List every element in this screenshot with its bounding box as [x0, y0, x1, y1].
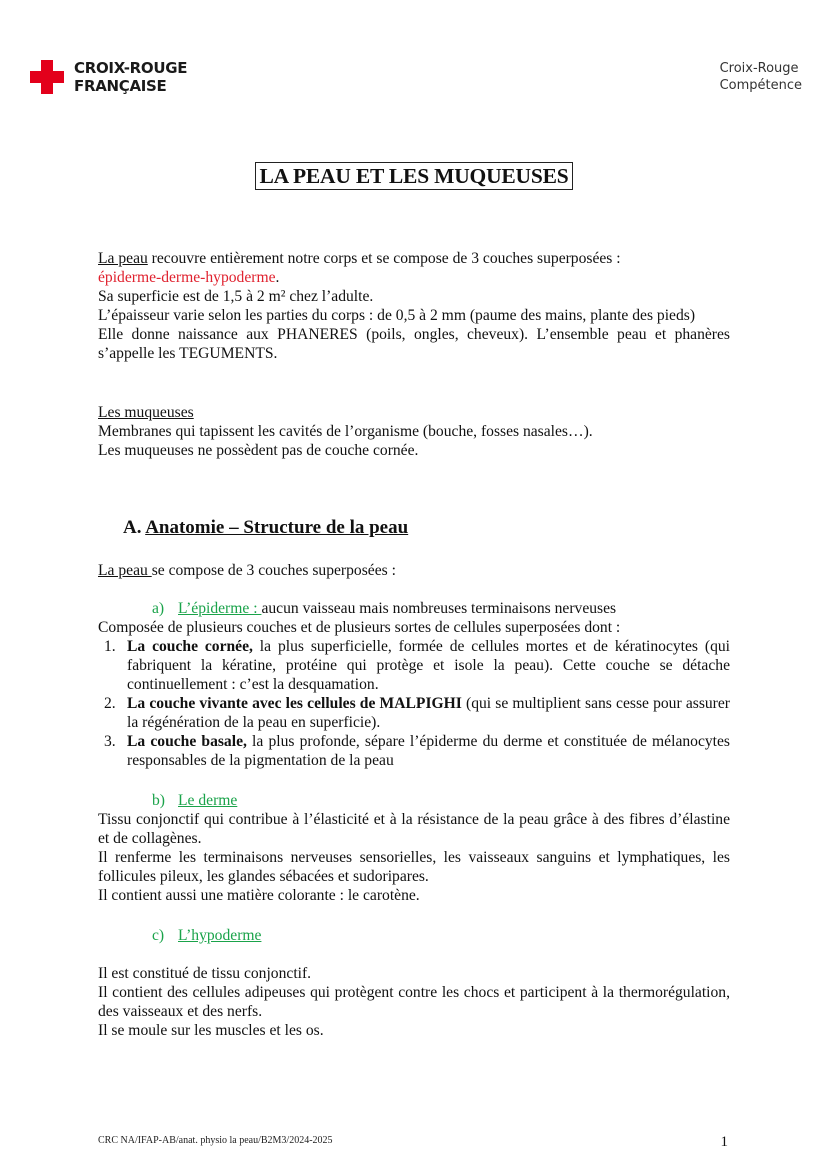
- epiderme-layer-list: [98, 637, 730, 770]
- epiderme-heading: [98, 599, 730, 618]
- page-number: 1: [720, 1134, 728, 1150]
- muqueuses-line-1: Membranes qui tapissent les cavités de l’organisme (bouche, fosses nasales…).: [98, 423, 593, 440]
- section-a-lead: [98, 561, 730, 580]
- list-item-text: (qui se multiplient sans cesse pour assurer la régénération de la peau en superficie).: [127, 695, 730, 731]
- page-title: LA PEAU ET LES MUQUEUSES: [255, 162, 572, 190]
- section-a-title: Anatomie – Structure de la peau: [145, 517, 409, 538]
- derme-p2: Il renferme les terminaisons nerveuses sensorielles, les vaisseaux sanguins et lymphatiques, les follicules pileux, les glandes sébacées et sudoripares.: [98, 849, 730, 885]
- derme-letter: b): [152, 792, 165, 809]
- epiderme-section: [98, 599, 730, 770]
- epiderme-intro: Composée de plusieurs couches et de plusieurs sortes de cellules superposées dont :: [98, 619, 621, 636]
- intro-section: [98, 249, 730, 363]
- hypoderme-section: [98, 926, 730, 1040]
- intro-layers: épiderme-derme-hypoderme: [98, 269, 276, 286]
- derme-p1: Tissu conjonctif qui contribue à l’élasticité et à la résistance de la peau grâce à des fibres d’élastine et de collagènes.: [98, 811, 730, 847]
- derme-section: [98, 791, 730, 905]
- header-brand-right: [720, 60, 802, 94]
- title-wrapper: [0, 162, 828, 190]
- intro-thickness: L’épaisseur varie selon les parties du corps : de 0,5 à 2 mm (paume des mains, plante des pieds): [98, 307, 696, 324]
- list-item-bold: La couche cornée,: [127, 638, 253, 655]
- list-item: [98, 637, 730, 694]
- intro-phaneres: Elle donne naissance aux PHANERES (poils, ongles, cheveux). L’ensemble peau et phanères s’appelle les TEGUMENTS.: [98, 326, 730, 362]
- footer-reference: CRC NA/IFAP-AB/anat. physio la peau/B2M3/2024-2025: [98, 1135, 333, 1146]
- hypoderme-p1: Il est constitué de tissu conjonctif.: [98, 965, 312, 982]
- epiderme-rest: aucun vaisseau mais nombreuses terminaisons nerveuses: [261, 600, 617, 617]
- section-a-letter: A.: [123, 517, 146, 538]
- section-a-lead-rest: se compose de 3 couches superposées :: [151, 562, 396, 579]
- brand-line-2: Compétence: [719, 78, 802, 93]
- list-item: [98, 694, 730, 732]
- derme-title: Le derme: [178, 792, 238, 809]
- intro-lead: La peau: [98, 250, 148, 267]
- list-item: [98, 732, 730, 770]
- section-a-lead-underlined: La peau: [98, 562, 152, 579]
- list-item-text: la plus superficielle, formée de cellules mortes et de kératinocytes (qui fabriquent la kératine, protéine qui protège et isole la peau). Cette couche se détache continuellement : c’est la desquamation.: [127, 638, 730, 693]
- brand-line-1: Croix-Rouge: [719, 61, 799, 76]
- list-item-number: 1.: [104, 638, 116, 655]
- hypoderme-heading: [98, 926, 730, 945]
- muqueuses-section: [98, 403, 730, 460]
- epiderme-letter: a): [152, 600, 165, 617]
- logo-line-1: CROIX-ROUGE: [74, 59, 188, 77]
- red-cross-icon: [30, 60, 64, 94]
- hypoderme-p3: Il se moule sur les muscles et les os.: [98, 1022, 324, 1039]
- muqueuses-heading: Les muqueuses: [98, 404, 194, 421]
- intro-paragraph: [98, 249, 730, 287]
- list-item-number: 2.: [104, 695, 116, 712]
- intro-lead-rest: recouvre entièrement notre corps et se compose de 3 couches superposées :: [147, 250, 621, 267]
- list-item-bold: La couche basale,: [127, 733, 247, 750]
- intro-surface: Sa superficie est de 1,5 à 2 m² chez l’adulte.: [98, 288, 374, 305]
- derme-p3: Il contient aussi une matière colorante : le carotène.: [98, 887, 420, 904]
- epiderme-title: L’épiderme :: [178, 600, 262, 617]
- hypoderme-title: L’hypoderme: [178, 927, 262, 944]
- section-a-heading: [123, 518, 755, 538]
- croix-rouge-logo: [30, 59, 187, 95]
- spacer: [98, 945, 730, 964]
- list-item-number: 3.: [104, 733, 116, 750]
- muqueuses-line-2: Les muqueuses ne possèdent pas de couche cornée.: [98, 442, 419, 459]
- hypoderme-p2: Il contient des cellules adipeuses qui protègent contre les chocs et participent à la thermorégulation, des vaisseaux et des nerfs.: [98, 984, 730, 1020]
- hypoderme-letter: c): [152, 927, 165, 944]
- list-item-bold: La couche vivante avec les cellules de MALPIGHI: [127, 695, 462, 712]
- list-item-text: la plus profonde, sépare l’épiderme du derme et constituée de mélanocytes responsables de la pigmentation de la peau: [127, 733, 730, 769]
- logo-text: [74, 59, 187, 95]
- logo-line-2: FRANÇAISE: [74, 77, 167, 95]
- intro-layers-end: .: [275, 269, 280, 286]
- derme-heading: [98, 791, 730, 810]
